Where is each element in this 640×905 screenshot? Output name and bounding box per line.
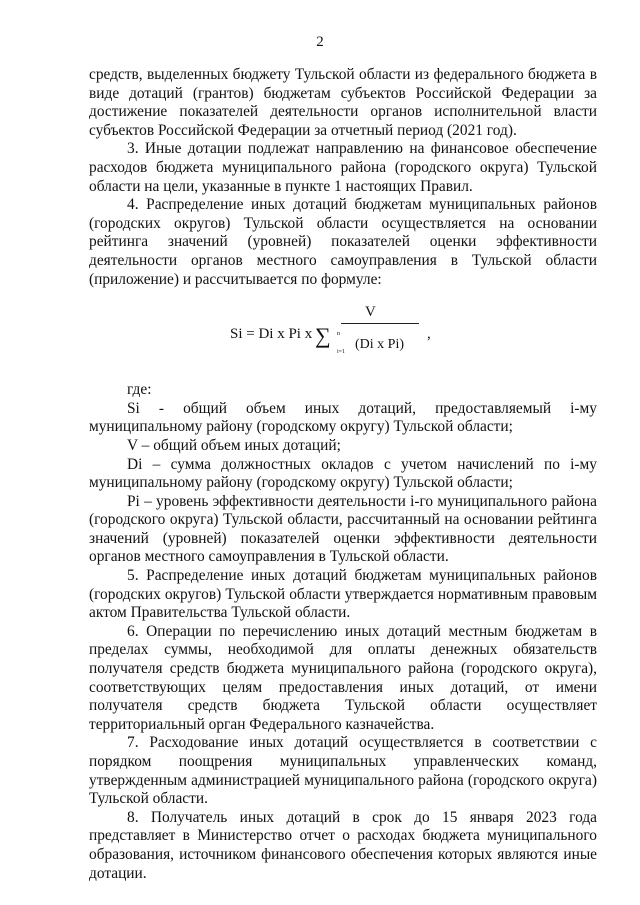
paragraph: 7. Расходование иных дотаций осуществляется в соответствии с порядком поощрения муниципальных управленческих команд, утвержденным администрацией муниципального района (городского округа) Тульской области. bbox=[89, 734, 597, 808]
paragraph: Si - общий объем иных дотаций, предоставляемый i-му муниципальному району (городскому округу) Тульской области; bbox=[89, 399, 597, 436]
where-label: где: bbox=[127, 381, 152, 399]
sum-lower-limit: i=1 bbox=[337, 349, 346, 356]
paragraph: V – общий объем иных дотаций; bbox=[127, 436, 341, 454]
paragraphs-before bbox=[89, 66, 597, 289]
page-number: 2 bbox=[316, 34, 324, 50]
paragraphs-after bbox=[89, 400, 597, 883]
paragraph: 4. Распределение иных дотаций бюджетам муниципальных районов (городских округов) Тульской области осуществляется на основании рейтинга значений (уровней) показателей оценки эффективности деятельности органов местного самоуправления в Тульской области (приложение) и рассчитывается по формуле: bbox=[89, 196, 597, 288]
paragraph: 5. Распределение иных дотаций бюджетам муниципальных районов (городских округов) Тульской области утверждается нормативным правовым актом Правительства Тульской области. bbox=[89, 567, 597, 622]
formula-left: Si = Di x Pi x bbox=[230, 326, 313, 343]
paragraph: 3. Иные дотации подлежат направлению на финансовое обеспечение расходов бюджета муниципального района (городского округа) Тульской области на цели, указанные в пункте 1 настоящих Правил. bbox=[89, 140, 597, 195]
document-body bbox=[89, 66, 597, 883]
paragraph: Pi – уровень эффективности деятельности i-го муниципального района (городского округа) Тульской области, рассчитанный на основании рейтинга значений (уровней) показателей оценки эффективности деятельности органов местного самоуправления в Тульской области. bbox=[89, 492, 597, 566]
fraction-line bbox=[341, 323, 419, 324]
paragraph: средств, выделенных бюджету Тульской области из федерального бюджета в виде дотаций (грантов) бюджетам субъектов Российской Федерации за достижение показателей деятельности органов исполнительной власти субъектов Российской Федерации за отчетный период (2021 год). bbox=[89, 66, 597, 139]
paragraph: 8. Получатель иных дотаций в срок до 15 января 2023 года представляет в Министерство отчет о расходах бюджета муниципального образования, источником финансового обеспечения которых являются иные дотации. bbox=[89, 808, 597, 882]
formula bbox=[89, 295, 597, 379]
paragraph: Di – сумма должностных окладов с учетом начислений по i-му муниципальному району (городскому округу) Тульской области; bbox=[89, 455, 597, 492]
formula-comma: , bbox=[427, 326, 431, 343]
paragraph: 6. Операции по перечислению иных дотаций местным бюджетам в пределах суммы, необходимой для оплаты денежных обязательств получателя средств бюджета муниципального района (городского округа), соответствующих целям предоставления иных дотаций, от имени получателя средств бюджета Тульской области осуществляет территориальный орган Федерального казначейства. bbox=[89, 622, 597, 733]
sum-sign: ∑ bbox=[315, 323, 331, 349]
formula-denominator: (Di x Pi) bbox=[355, 337, 404, 353]
formula-numerator: V bbox=[365, 304, 376, 321]
sum-upper-limit: n bbox=[337, 331, 340, 338]
